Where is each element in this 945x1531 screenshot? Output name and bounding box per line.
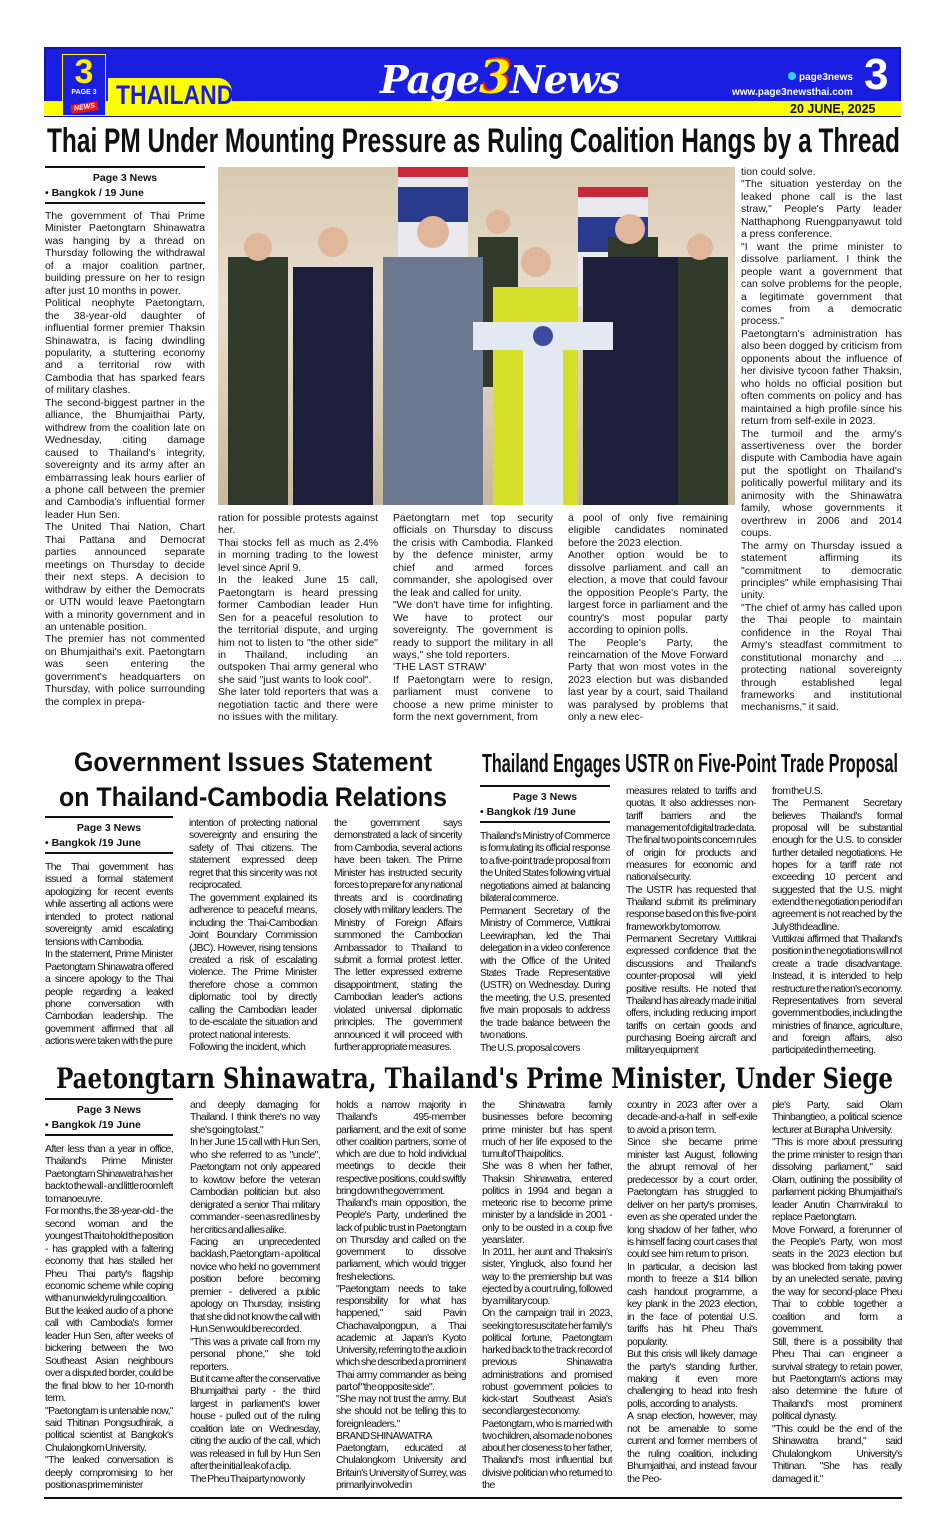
logo-number: 3 <box>74 53 94 91</box>
press-conference-photo <box>218 167 735 505</box>
page-bottom-rule <box>44 1497 902 1499</box>
article3-column-1: Thailand's Ministry of Commerce is formulating its official response to a five-point trade proposal from the United States following virtual negotiations aimed at balancing bilateral commerce. Permanent Secretary of the Ministry of Commerce, Vuttikrai Leewiraphan, led the Thai delegation in a video conference with the Office of the United States Trade Representative (USTR) on Wednesday. During the meeting, the U.S. presented five main proposals to address the trade balance between the two nations. The U.S. proposal covers <box>480 831 610 1054</box>
article2-headline-line1: Government Issues Statement <box>74 747 432 777</box>
page3-logo <box>62 54 106 116</box>
article3-column-3: from the U.S. The Permanent Secretary believes Thailand's formal proposal will be substantial enough for the U.S. to consider further detailed negotiations. He hopes for a tariff rate not exceeding 10 percent and suggested that the U.S. might extend the negotiation period if an agreement is not reached by the July 8th deadline. Vuttikrai affirmed that Thailand's position in the negotiations will not create a trade disadvantage. Instead, it is intended to help restructure the nation's economy. Representatives from several government bodies, including the ministries of finance, agriculture, and foreign affairs, also participated in the meeting. <box>772 786 902 1057</box>
article2-headline-line1-wrap <box>74 746 463 778</box>
article4-column-6: ple's Party, said Olarn Thinbangtieo, a political science lecturer at Burapha University. "This is more about pressuring the prime minister to resign than dissolving parliament," said Olarn, outlining the possibility of parliament picking Bhumjaithai's leader Anutin Charnvirakul to replace Paetongtarn. Move Forward, a forerunner of the People's Party, won most seats in the 2023 election but was blocked from taking power by an unelected senate, paving the way for second-place Pheu Thai to cobble together a coalition and form a government. Still, there is a possibility that Pheu Thai can engineer a survival strategy to retain power, but Paetongtarn's actions may also determine the future of Thailand's most prominent political dynasty. "This could be the end of the Shinawatra brand," said Chulalongkorn University's Thitinan. "She has really damaged it." <box>772 1100 902 1485</box>
masthead-title <box>380 50 619 104</box>
article3-dateline: • Bangkok /19 June <box>480 803 610 823</box>
article4-column-3: holds a narrow majority in Thailand's 495-member parliament, and the exit of some other coalition partners, some of which are due to hold individual meetings to decide their respective positions, could swiftly bring down the government. Thailand's main opposition, the People's Party, underlined the lack of public trust in Paetongtarn on Thursday and called on the government to dissolve parliament, which would trigger fresh elections. "Paetongtarn needs to take responsibility for what has happened," said Pavin Chachavalpongpun, a Thai academic at Japan's Kyoto University, referring to the audio in which she described a prominent Thai army commander as being part of "the opposite side". "She may not trust the army. But she should not be telling this to foreign leaders." BRAND SHINAWATRA Paetongtarn, educated at Chulalongkorn University and Britain's University of Surrey, was primarily involved in <box>336 1100 466 1491</box>
edition-label: THAILAND <box>116 80 234 110</box>
article3-headline <box>482 748 945 779</box>
article1-source: Page 3 News <box>45 166 205 184</box>
page-number: 3 <box>864 50 889 99</box>
article4-column-5: country in 2023 after over a decade-and-a-half in self-exile to avoid a prison term. Since she became prime minister last August, following the abrupt removal of her predecessor by a court order, Paetongtarn has struggled to deliver on her party's promises, even as she operated under the long shadow of her father, who is himself facing court cases that could see him return to prison. In particular, a decision last month to freeze a $14 billion cash handout programme, a key plank in the 2023 election, in the face of potential U.S. tariffs has hit Pheu Thai's popularity. But this crisis will likely damage the party's standing further, making it even more challenging to head into fresh polls, according to analysts. A snap election, however, may not be amenable to some current and former members of the ruling coalition, including Bhumjaithai, and instead favour the Peo- <box>627 1100 757 1485</box>
social-handle-text: page3news <box>799 72 853 83</box>
article4-headline <box>56 1062 945 1095</box>
masthead-title-post: News <box>509 57 619 102</box>
article1-headline-text: Thai PM Under Mounting Pressure as Ruling Coalition Hangs by a Thread <box>47 122 900 160</box>
article4-column-4: the Shinawatra family businesses before becoming prime minister but has spent much of her life exposed to the tumult of Thai politics. She was 8 when her father, Thaksin Shinawatra, entered politics in 1994 and began a meteoric rise to become prime minister by a landslide in 2001 - only to be ousted in a coup five years later. In 2011, her aunt and Thaksin's sister, Yingluck, also found her way to the premiership but was ejected by a court ruling, followed by a military coup. On the campaign trail in 2023, seeking to resuscitate her family's political fortune, Paetongtarn harked back to the track record of previous Shinawatra administrations and promised robust government policies to kick-start Southeast Asia's second largest economy. Paetongtarn, who is married with two children, also made no bones about her closeness to her father, Thailand's most influential but divisive politician who returned to the <box>482 1100 612 1491</box>
article1-column-4: a pool of only five remaining eligible candidates nominated before the 2023 election. Another option would be to dissolve parliament and call an election, a move that could favour the opposition People's Party, the largest force in parliament and the country's most popular party according to opinion polls. The People's Party, the reincarnation of the Move Forward Party that won most votes in the 2023 election but was disbanded last year by a court, said Thailand was paralysed by problems that only a new elec- <box>568 513 728 724</box>
article1-photo <box>218 167 735 505</box>
article2-source: Page 3 News <box>45 816 173 834</box>
article1-headline <box>47 122 945 161</box>
article3-column-2: measures related to tariffs and quotas. It also addresses non-tariff barriers and the management of digital trade data. The final two points concern rules of origin for products and measures for economic and national security. The USTR has requested that Thailand submit its preliminary response based on this five-point framework by tomorrow. Permanent Secretary Vuttikrai expressed confidence that the discussions and Thailand's counter-proposal will yield positive results. He noted that Thailand has already made initial offers, including reducing import tariffs on certain goods and purchasing Boeing aircraft and military equipment <box>626 786 756 1057</box>
article3-source: Page 3 News <box>480 785 610 803</box>
article4-dateline-block <box>45 1098 173 1136</box>
article4-headline-text: Paetongtarn Shinawatra, Thailand's Prime Minister, Under Siege <box>56 1062 893 1095</box>
article4-dateline: • Bangkok /19 June <box>45 1116 173 1136</box>
issue-date: 20 JUNE, 2025 <box>790 102 876 116</box>
article1-dateline-block <box>45 166 205 204</box>
article2-headline-line2-wrap <box>59 781 479 813</box>
article1-column-2: ration for possible protests against her. Thai stocks fell as much as 2.4% in morning trading to the lowest level since April 9. In the leaked June 15 call, Paetongtarn is heard pressing former Cambodian leader Hun Sen for a peaceful resolution to the territorial dispute, and urging him not to listen to "the other side" in Thailand, including an outspoken Thai army general who she said "just wants to look cool". She later told reporters that was a negotiation tactic and there were no issues with the military. <box>218 513 378 724</box>
article1-column-1: The government of Thai Prime Minister Paetongtarn Shinawatra was hanging by a thread on Thursday following the withdrawal of a major coalition partner, building pressure on her to resign after just 10 months in power. Political neophyte Paetongtarn, the 38-year-old daughter of influential former premier Thaksin Shinawatra, is facing dwindling popularity, a stuttering economy and a territorial row with Cambodia that has sparked fears of military clashes. The second-biggest partner in the alliance, the Bhumjaithai Party, withdrew from the coalition late on Wednesday, citing damage caused to Thailand's integrity, sovereignty and its army after an embarrassing leak hours earlier of a phone call between the premier and Cambodia's influential former leader Hun Sen. The United Thai Nation, Chart Thai Pattana and Democrat parties announced separate meetings on Thursday to decide their next steps. A decision to withdraw by either the Democrats or UTN would leave Paetongtarn with a minority government and in an untenable position. The premier has not commented on Bhumjaithai's exit. Paetongtarn was seen entering the government's headquarters on Thursday, with police surrounding the complex in prepa- <box>45 211 205 708</box>
article1-dateline: • Bangkok / 19 June <box>45 184 205 204</box>
article4-column-1: After less than a year in office, Thailand's Prime Minister Paetongtarn Shinawatra has her back to the wall - and little room left to manoeuvre. For months, the 38-year-old - the second woman and the youngest Thai to hold the position - has grappled with a faltering economy that has stalled her Pheu Thai party's flagship economic scheme while coping with an unwieldy ruling coalition. But the leaked audio of a phone call with Cambodia's former leader Hun Sen, after weeks of bickering between the two Southeast Asian neighbours over a disputed border, could be the final blow to her 10-month term. "Paetongtarn is untenable now," said Thitinan Pongsudhirak, a political scientist at Bangkok's Chulalongkorn University. "The leaked conversation is deeply compromising to her position as prime minister <box>45 1144 173 1492</box>
social-handle[interactable] <box>788 72 853 83</box>
article3-dateline-block <box>480 785 610 823</box>
article1-column-5: tion could solve. "The situation yesterday on the leaked phone call is the last straw," People's Party leader Natthaphong Ruengpanyawut told a press conference. "I want the prime minister to dissolve parliament. I think the people want a government that can solve problems for the people, a legitimate government that comes from a democratic process." Paetongtarn's administration has also been dogged by criticism from opponents about the influence of her divisive tycoon father Thaksin, who holds no official position but often comments on policy and has maintained a high profile since his return from self-exile in 2023. The turmoil and the army's assertiveness over the border dispute with Cambodia have again put the spotlight on Thailand's politically powerful military and its animosity with the Shinawatra family, whose governments it overthrew in 2006 and 2014 coups. The army on Thursday issued a statement affirming its "commitment to democratic principles" while emphasising Thai unity. "The chief of army has called upon the Thai people to maintain confidence in the Royal Thai Army's steadfast commitment to constitutional monarchy and ... protecting national sovereignty through established legal frameworks and institutional mechanisms," it said. <box>741 167 902 714</box>
article1-column-3: Paetongtarn met top security officials on Thursday to discuss the crisis with Cambodia. Flanked by the defence minister, army chief and armed forces commander, she apologised over the leak and called for unity. "We don't have time for infighting. We have to protect our sovereignty. The government is ready to support the military in all ways," she told reporters. 'THE LAST STRAW' If Paetongtarn were to resign, parliament must convene to choose a new prime minister to form the next government, from <box>393 513 553 724</box>
logo-small-text: PAGE 3 <box>71 89 97 96</box>
website-link[interactable]: www.page3newsthai.com <box>732 87 853 98</box>
article2-column-2: intention of protecting national sovereignty and ensuring the safety of Thai citizens. The statement expressed deep regret that this sincerity was not reciprocated. The government explained its adherence to peaceful means, including the Thai-Cambodian Joint Boundary Commission (JBC). However, rising tensions created a risk of escalating violence. The Prime Minister therefore chose a common diplomatic tool by directly calling the Cambodian leader to de-escalate the situation and protect national interests. Following the incident, which <box>189 818 317 1054</box>
article2-dateline: • Bangkok /19 June <box>45 834 173 854</box>
article2-headline-line2: on Thailand-Cambodia Relations <box>59 782 447 812</box>
masthead-title-pre: Page <box>380 57 479 102</box>
social-icon <box>788 72 796 80</box>
article2-column-1: The Thai government has issued a formal statement apologizing for recent events while asserting all actions were intended to protect national sovereignty amid escalating tensions with Cambodia. In the statement, Prime Minister Paetongtarn Shinawatra offered a sincere apology to the Thai people regarding a leaked phone conversation with Cambodian leadership. The government affirmed that all actions were taken with the pure <box>45 862 173 1048</box>
article2-dateline-block <box>45 816 173 854</box>
article4-source: Page 3 News <box>45 1098 173 1116</box>
article4-column-2: and deeply damaging for Thailand. I think there's no way she's going to last." In her June 15 call with Hun Sen, who she referred to as "uncle", Paetongtarn not only appeared to kowtow before the veteran Cambodian politician but also denigrated a senior Thai military commander - seen as red lines by her critics and allies alike. Facing an unprecedented backlash, Paetongtarn - a political novice who held no government position before becoming premier - delivered a public apology on Thursday, insisting that she did not know the call with Hun Sen would be recorded. "This was a private call from my personal phone," she told reporters. But it came after the conservative Bhumjaithai party - the third largest in parliament's lower house - pulled out of the ruling coalition late on Wednesday, citing the audio of the call, which was released in full by Hun Sen after the initial leak of a clip. The Pheu Thai party now only <box>190 1100 320 1485</box>
article3-headline-text: Thailand Engages USTR on Five-Point Trade Proposal <box>482 748 898 778</box>
logo-news-badge: NEWS <box>70 101 98 114</box>
masthead-title-number: 3 <box>478 50 510 104</box>
article2-column-3: the government says demonstrated a lack of sincerity from Cambodia, several actions have been taken. The Prime Minister has instructed security forces to prepare for any national threats and is coordinating closely with military leaders. The Ministry of Foreign Affairs summoned the Cambodian Ambassador to Thailand to submit a formal protest letter. The letter expressed extreme disappointment, stating the Cambodian leader's actions violated universal diplomatic principles. The government announced it will proceed with further appropriate measures. <box>334 818 462 1054</box>
